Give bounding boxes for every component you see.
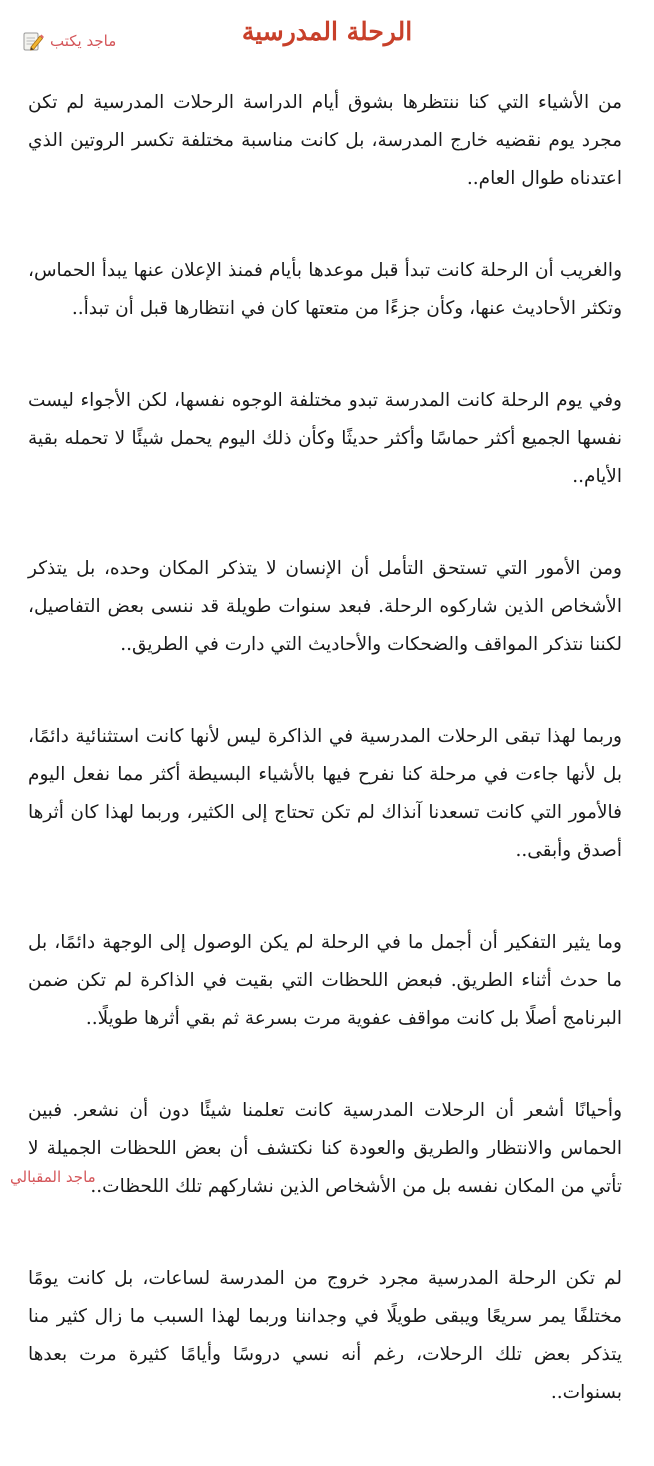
paragraph-2: والغريب أن الرحلة كانت تبدأ قبل موعدها بأيام فمنذ الإعلان عنها يبدأ الحماس، وتكثر الأحاديث عنها، وكأن جزءًا من متعتها كان في انتظارها قبل أن تبدأ.. <box>28 260 622 319</box>
paragraph-5: وربما لهذا تبقى الرحلات المدرسية في الذاكرة ليس لأنها كانت استثنائية دائمًا، بل لأنها جاءت في مرحلة كنا نفرح فيها بالأشياء البسيطة أكثر مما نفعل اليوم فالأمور التي كانت تسعدنا آنذاك لم تكن تحتاج إلى الكثير، وربما لهذا كان أثرها أصدق وأبقى.. <box>28 726 622 861</box>
paragraph-4: ومن الأمور التي تستحق التأمل أن الإنسان لا يتذكر المكان وحده، بل يتذكر الأشخاص الذين شاركوه الرحلة. فبعد سنوات طويلة قد ننسى بعض التفاصيل، لكننا نتذكر المواقف والضحكات والأحاديث التي دارت في الطريق.. <box>28 558 622 655</box>
paragraph-1: من الأشياء التي كنا ننتظرها بشوق أيام الدراسة الرحلات المدرسية لم تكن مجرد يوم نقضيه خارج المدرسة، بل كانت مناسبة مختلفة تكسر الروتين الذي اعتدناه طوال العام.. <box>28 92 622 189</box>
article-body <box>28 84 622 1466</box>
author-tag-label: ماجد يكتب <box>50 32 117 50</box>
paragraph-7: وأحيانًا أشعر أن الرحلات المدرسية كانت تعلمنا شيئًا دون أن نشعر. فبين الحماس والانتظار والطريق والعودة كنا نكتشف أن بعض اللحظات الجميلة لا تأتي من المكان نفسه بل من الأشخاص الذين نشاركهم تلك اللحظات.. <box>28 1100 622 1197</box>
author-signature: ماجد المقبالي <box>10 1168 96 1186</box>
paragraph-8: لم تكن الرحلة المدرسية مجرد خروج من المدرسة لساعات، بل كانت يومًا مختلفًا يمر سريعًا ويبقى طويلًا في وجداننا وربما لهذا السبب ما زال كثير منا يتذكر بعض تلك الرحلات، رغم أنه نسي دروسًا وأيامًا كثيرة مرت بعدها بسنوات.. <box>28 1268 622 1403</box>
author-tag <box>22 30 116 52</box>
paragraph-6: وما يثير التفكير أن أجمل ما في الرحلة لم يكن الوصول إلى الوجهة دائمًا، بل ما حدث أثناء الطريق. فبعض اللحظات التي بقيت في الذاكرة لم تكن ضمن البرنامج أصلًا بل كانت مواقف عفوية مرت بسرعة ثم بقي أثرها طويلًا.. <box>28 932 622 1029</box>
paragraph-3: وفي يوم الرحلة كانت المدرسة تبدو مختلفة الوجوه نفسها، لكن الأجواء ليست نفسها الجميع أكثر حماسًا وأكثر حديثًا وكأن ذلك اليوم يحمل شيئًا لا تحمله بقية الأيام.. <box>28 390 622 487</box>
pencil-memo-icon <box>22 30 44 52</box>
page-title: الرحلة المدرسية <box>241 17 413 46</box>
